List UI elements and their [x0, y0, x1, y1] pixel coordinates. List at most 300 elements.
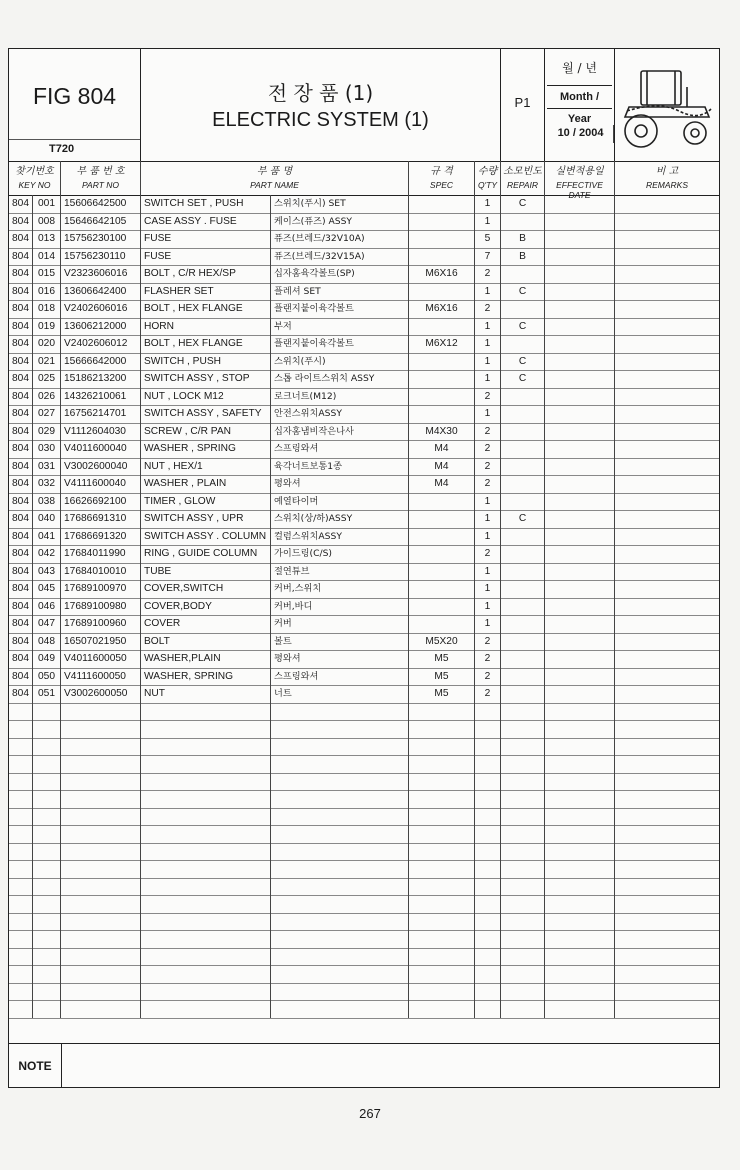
blank-row	[9, 720, 719, 739]
cell-repair	[501, 808, 545, 826]
note-area	[9, 1043, 719, 1088]
cell-qty	[475, 930, 501, 948]
cell-name-ko: 안전스위치ASSY	[271, 405, 409, 423]
cell-qty: 2	[475, 475, 501, 493]
cell-name-en: WASHER , SPRING	[141, 440, 271, 458]
cell-qty: 2	[475, 545, 501, 563]
cell-empty	[545, 983, 615, 1001]
cell-spec	[409, 388, 475, 406]
cell-spec	[409, 948, 475, 966]
cell-empty	[615, 388, 719, 406]
cell-fig: 804	[9, 265, 33, 283]
cell-key	[33, 773, 61, 791]
cell-name-ko: 컬럼스위치ASSY	[271, 528, 409, 546]
cell-name-ko: 평와셔	[271, 475, 409, 493]
cell-fig	[9, 930, 33, 948]
blank-row	[9, 738, 719, 757]
cell-part: 15646642105	[61, 213, 141, 231]
cell-repair	[501, 458, 545, 476]
cell-empty	[615, 808, 719, 826]
cell-name-en: SWITCH SET , PUSH	[141, 195, 271, 213]
cell-key: 001	[33, 195, 61, 213]
cell-name-en: SCREW , C/R PAN	[141, 423, 271, 441]
cell-fig: 804	[9, 580, 33, 598]
cell-empty	[615, 878, 719, 896]
cell-key: 020	[33, 335, 61, 353]
cell-name-en: TUBE	[141, 563, 271, 581]
cell-empty	[615, 773, 719, 791]
blank-row	[9, 808, 719, 827]
cell-name-en: BOLT , HEX FLANGE	[141, 300, 271, 318]
cell-empty	[545, 598, 615, 616]
cell-key: 046	[33, 598, 61, 616]
month-year-korean: 월 / 년	[562, 61, 597, 75]
cell-spec	[409, 283, 475, 301]
cell-key: 016	[33, 283, 61, 301]
cell-qty: 2	[475, 650, 501, 668]
cell-name-ko	[271, 948, 409, 966]
cell-name-ko	[271, 913, 409, 931]
cell-qty: 2	[475, 633, 501, 651]
cell-spec	[409, 230, 475, 248]
cell-empty	[615, 633, 719, 651]
table-row	[9, 563, 719, 582]
cell-repair	[501, 633, 545, 651]
cell-key	[33, 703, 61, 721]
cell-empty	[615, 965, 719, 983]
cell-empty	[545, 458, 615, 476]
cell-fig: 804	[9, 458, 33, 476]
cell-name-ko: 평와셔	[271, 650, 409, 668]
cell-key: 015	[33, 265, 61, 283]
cell-spec	[409, 738, 475, 756]
parts-table-body	[9, 195, 719, 1029]
cell-empty	[615, 790, 719, 808]
cell-empty	[615, 423, 719, 441]
cell-spec	[409, 318, 475, 336]
cell-part	[61, 895, 141, 913]
cell-qty: 1	[475, 195, 501, 213]
cell-name-ko: 스프링와셔	[271, 440, 409, 458]
cell-empty	[545, 230, 615, 248]
cell-fig	[9, 983, 33, 1001]
cell-qty: 1	[475, 283, 501, 301]
cell-key	[33, 860, 61, 878]
cell-name-en	[141, 930, 271, 948]
cell-name-en	[141, 825, 271, 843]
cell-name-en: SWITCH ASSY , STOP	[141, 370, 271, 388]
cell-spec	[409, 790, 475, 808]
cell-qty: 1	[475, 528, 501, 546]
cell-spec	[409, 825, 475, 843]
cell-empty	[615, 213, 719, 231]
col-partno: 부 품 번 호 PART NO	[61, 161, 141, 195]
table-row	[9, 650, 719, 669]
cell-fig	[9, 790, 33, 808]
cell-name-en	[141, 773, 271, 791]
cell-part	[61, 913, 141, 931]
table-row	[9, 598, 719, 617]
cell-qty	[475, 948, 501, 966]
cell-spec	[409, 703, 475, 721]
cell-qty	[475, 895, 501, 913]
cell-spec	[409, 878, 475, 896]
cell-name-ko	[271, 895, 409, 913]
cell-part	[61, 720, 141, 738]
cell-qty	[475, 913, 501, 931]
cell-fig: 804	[9, 248, 33, 266]
cell-repair	[501, 545, 545, 563]
cell-part: 15756230100	[61, 230, 141, 248]
cell-name-en	[141, 913, 271, 931]
cell-name-en	[141, 738, 271, 756]
cell-name-en	[141, 703, 271, 721]
cell-fig	[9, 843, 33, 861]
cell-fig: 804	[9, 563, 33, 581]
cell-key: 032	[33, 475, 61, 493]
cell-name-ko: 너트	[271, 685, 409, 703]
cell-repair: C	[501, 283, 545, 301]
cell-part	[61, 930, 141, 948]
table-row	[9, 423, 719, 442]
table-row	[9, 633, 719, 652]
cell-qty	[475, 773, 501, 791]
cell-part: 17689100970	[61, 580, 141, 598]
blank-row	[9, 703, 719, 722]
table-row	[9, 580, 719, 599]
cell-key: 050	[33, 668, 61, 686]
cell-empty	[545, 195, 615, 213]
cell-key: 030	[33, 440, 61, 458]
cell-key: 008	[33, 213, 61, 231]
cell-fig: 804	[9, 283, 33, 301]
cell-fig: 804	[9, 493, 33, 511]
cell-fig	[9, 895, 33, 913]
cell-part	[61, 983, 141, 1001]
cell-qty: 1	[475, 580, 501, 598]
model-name: T720	[49, 143, 75, 155]
cell-name-en: TIMER , GLOW	[141, 493, 271, 511]
cell-empty	[615, 895, 719, 913]
cell-name-ko	[271, 1000, 409, 1018]
cell-empty	[615, 843, 719, 861]
cell-spec: M4	[409, 475, 475, 493]
cell-empty	[545, 283, 615, 301]
cell-empty	[615, 720, 719, 738]
blank-row	[9, 843, 719, 862]
cell-empty	[615, 230, 719, 248]
cell-empty	[545, 1000, 615, 1018]
cell-part: V4011600040	[61, 440, 141, 458]
cell-empty	[545, 703, 615, 721]
cell-part: V1112604030	[61, 423, 141, 441]
cell-name-ko	[271, 720, 409, 738]
cell-spec	[409, 405, 475, 423]
cell-qty: 5	[475, 230, 501, 248]
cell-key	[33, 720, 61, 738]
page-code-cell	[501, 49, 545, 161]
cell-part	[61, 755, 141, 773]
cell-key: 040	[33, 510, 61, 528]
cell-name-ko: 플랜지붙이육각볼트	[271, 300, 409, 318]
cell-empty	[615, 458, 719, 476]
cell-name-en	[141, 965, 271, 983]
cell-name-en: RING , GUIDE COLUMN	[141, 545, 271, 563]
cell-key: 049	[33, 650, 61, 668]
cell-empty	[545, 510, 615, 528]
table-row	[9, 510, 719, 529]
cell-empty	[545, 668, 615, 686]
cell-repair	[501, 475, 545, 493]
cell-key: 042	[33, 545, 61, 563]
cell-part: V2402606016	[61, 300, 141, 318]
cell-spec	[409, 248, 475, 266]
cell-name-ko	[271, 790, 409, 808]
cell-empty	[545, 650, 615, 668]
cell-name-ko: 십자홈냄비작은나사	[271, 423, 409, 441]
cell-fig	[9, 773, 33, 791]
cell-key	[33, 878, 61, 896]
cell-part: 13606212000	[61, 318, 141, 336]
cell-name-ko	[271, 965, 409, 983]
blank-row	[9, 860, 719, 879]
column-headers	[9, 161, 719, 200]
cell-name-en	[141, 755, 271, 773]
cell-part: 13606642400	[61, 283, 141, 301]
table-row	[9, 283, 719, 302]
blank-row	[9, 878, 719, 897]
cell-part: 15186213200	[61, 370, 141, 388]
cell-spec	[409, 598, 475, 616]
cell-repair	[501, 580, 545, 598]
cell-empty	[545, 685, 615, 703]
cell-part	[61, 878, 141, 896]
col-qty: 수량 Q'TY	[475, 161, 501, 195]
cell-repair	[501, 703, 545, 721]
cell-fig	[9, 755, 33, 773]
cell-name-en: WASHER,PLAIN	[141, 650, 271, 668]
cell-fig	[9, 878, 33, 896]
cell-name-en	[141, 948, 271, 966]
cell-repair	[501, 930, 545, 948]
cell-name-en	[141, 843, 271, 861]
cell-qty: 2	[475, 458, 501, 476]
cell-part	[61, 825, 141, 843]
cell-fig	[9, 703, 33, 721]
cell-repair: C	[501, 370, 545, 388]
cell-name-en: BOLT	[141, 633, 271, 651]
cell-key: 021	[33, 353, 61, 371]
cell-spec	[409, 213, 475, 231]
cell-qty: 1	[475, 335, 501, 353]
cell-name-en: SWITCH , PUSH	[141, 353, 271, 371]
table-row	[9, 388, 719, 407]
cell-qty	[475, 843, 501, 861]
cell-fig: 804	[9, 213, 33, 231]
table-row	[9, 265, 719, 284]
cell-qty: 1	[475, 213, 501, 231]
cell-repair: B	[501, 248, 545, 266]
cell-spec: M4X30	[409, 423, 475, 441]
table-row	[9, 440, 719, 459]
cell-name-ko	[271, 773, 409, 791]
cell-empty	[545, 948, 615, 966]
cell-repair	[501, 405, 545, 423]
cell-empty	[615, 913, 719, 931]
cell-fig: 804	[9, 510, 33, 528]
cell-name-en: HORN	[141, 318, 271, 336]
cell-spec	[409, 983, 475, 1001]
cell-spec: M5	[409, 650, 475, 668]
cell-key	[33, 825, 61, 843]
cell-qty	[475, 790, 501, 808]
cell-empty	[545, 353, 615, 371]
cell-repair	[501, 650, 545, 668]
col-effective-date: 실변적용일 EFFECTIVE DATE	[545, 161, 615, 195]
cell-empty	[615, 825, 719, 843]
cell-repair	[501, 913, 545, 931]
note-label: NOTE	[9, 1044, 62, 1088]
cell-qty: 2	[475, 388, 501, 406]
cell-qty: 2	[475, 668, 501, 686]
cell-qty	[475, 878, 501, 896]
table-row	[9, 318, 719, 337]
cell-part: 16507021950	[61, 633, 141, 651]
cell-empty	[615, 860, 719, 878]
table-row	[9, 668, 719, 687]
cell-part	[61, 773, 141, 791]
cell-repair	[501, 493, 545, 511]
cell-name-ko: 스위치(푸시) SET	[271, 195, 409, 213]
cell-empty	[545, 213, 615, 231]
cell-empty	[615, 668, 719, 686]
cell-part: 17686691310	[61, 510, 141, 528]
cell-spec: M5X20	[409, 633, 475, 651]
cell-key	[33, 913, 61, 931]
cell-empty	[545, 423, 615, 441]
cell-empty	[615, 335, 719, 353]
cell-name-ko: 커버,바디	[271, 598, 409, 616]
cell-empty	[615, 948, 719, 966]
cell-fig	[9, 808, 33, 826]
blank-row	[9, 948, 719, 967]
cell-part: V3002600040	[61, 458, 141, 476]
cell-empty	[615, 248, 719, 266]
cell-empty	[545, 475, 615, 493]
title-english: ELECTRIC SYSTEM (1)	[212, 109, 429, 131]
cell-fig	[9, 720, 33, 738]
cell-empty	[545, 825, 615, 843]
cell-key	[33, 738, 61, 756]
cell-part	[61, 738, 141, 756]
date-cell	[545, 49, 615, 161]
cell-name-en: NUT	[141, 685, 271, 703]
cell-empty	[545, 633, 615, 651]
cell-empty	[545, 843, 615, 861]
cell-name-en	[141, 790, 271, 808]
cell-qty	[475, 1000, 501, 1018]
cell-name-ko	[271, 983, 409, 1001]
table-row	[9, 615, 719, 634]
cell-empty	[545, 370, 615, 388]
cell-repair	[501, 440, 545, 458]
table-row	[9, 213, 719, 232]
cell-part: 16756214701	[61, 405, 141, 423]
tractor-icon	[619, 57, 715, 153]
cell-spec	[409, 965, 475, 983]
page-code: P1	[514, 95, 531, 110]
cell-repair: C	[501, 510, 545, 528]
cell-fig	[9, 825, 33, 843]
col-keyno: 찾기번호 KEY NO	[9, 161, 61, 195]
cell-key	[33, 755, 61, 773]
cell-part: V4111600050	[61, 668, 141, 686]
cell-name-ko: 플랜지붙이육각볼트	[271, 335, 409, 353]
cell-empty	[615, 510, 719, 528]
cell-repair	[501, 423, 545, 441]
table-row	[9, 230, 719, 249]
cell-spec	[409, 195, 475, 213]
cell-key	[33, 790, 61, 808]
blank-row	[9, 790, 719, 809]
cell-spec	[409, 615, 475, 633]
cell-empty	[615, 405, 719, 423]
cell-name-en	[141, 983, 271, 1001]
cell-key: 014	[33, 248, 61, 266]
cell-qty	[475, 965, 501, 983]
table-row	[9, 195, 719, 214]
cell-empty	[545, 388, 615, 406]
cell-key	[33, 808, 61, 826]
cell-empty	[545, 440, 615, 458]
cell-repair	[501, 528, 545, 546]
cell-empty	[545, 808, 615, 826]
cell-empty	[615, 650, 719, 668]
cell-qty	[475, 825, 501, 843]
cell-empty	[615, 475, 719, 493]
cell-fig: 804	[9, 475, 33, 493]
cell-repair	[501, 598, 545, 616]
cell-empty	[545, 790, 615, 808]
table-row	[9, 475, 719, 494]
cell-name-en: WASHER, SPRING	[141, 668, 271, 686]
cell-name-en: BOLT , C/R HEX/SP	[141, 265, 271, 283]
cell-fig: 804	[9, 615, 33, 633]
cell-empty	[545, 930, 615, 948]
cell-part: 15756230110	[61, 248, 141, 266]
cell-key: 045	[33, 580, 61, 598]
cell-name-ko: 로크너트(M12)	[271, 388, 409, 406]
cell-key: 025	[33, 370, 61, 388]
cell-repair	[501, 1000, 545, 1018]
cell-part	[61, 965, 141, 983]
cell-spec: M5	[409, 668, 475, 686]
month-year-english: Month / Year	[547, 85, 612, 109]
cell-spec	[409, 843, 475, 861]
cell-name-en: COVER,BODY	[141, 598, 271, 616]
cell-name-ko: 플레셔 SET	[271, 283, 409, 301]
cell-key	[33, 895, 61, 913]
cell-part: V4111600040	[61, 475, 141, 493]
cell-name-en: COVER,SWITCH	[141, 580, 271, 598]
cell-empty	[615, 300, 719, 318]
cell-spec	[409, 493, 475, 511]
cell-empty	[545, 755, 615, 773]
cell-name-en	[141, 878, 271, 896]
table-row	[9, 685, 719, 704]
cell-empty	[545, 493, 615, 511]
cell-qty: 2	[475, 265, 501, 283]
